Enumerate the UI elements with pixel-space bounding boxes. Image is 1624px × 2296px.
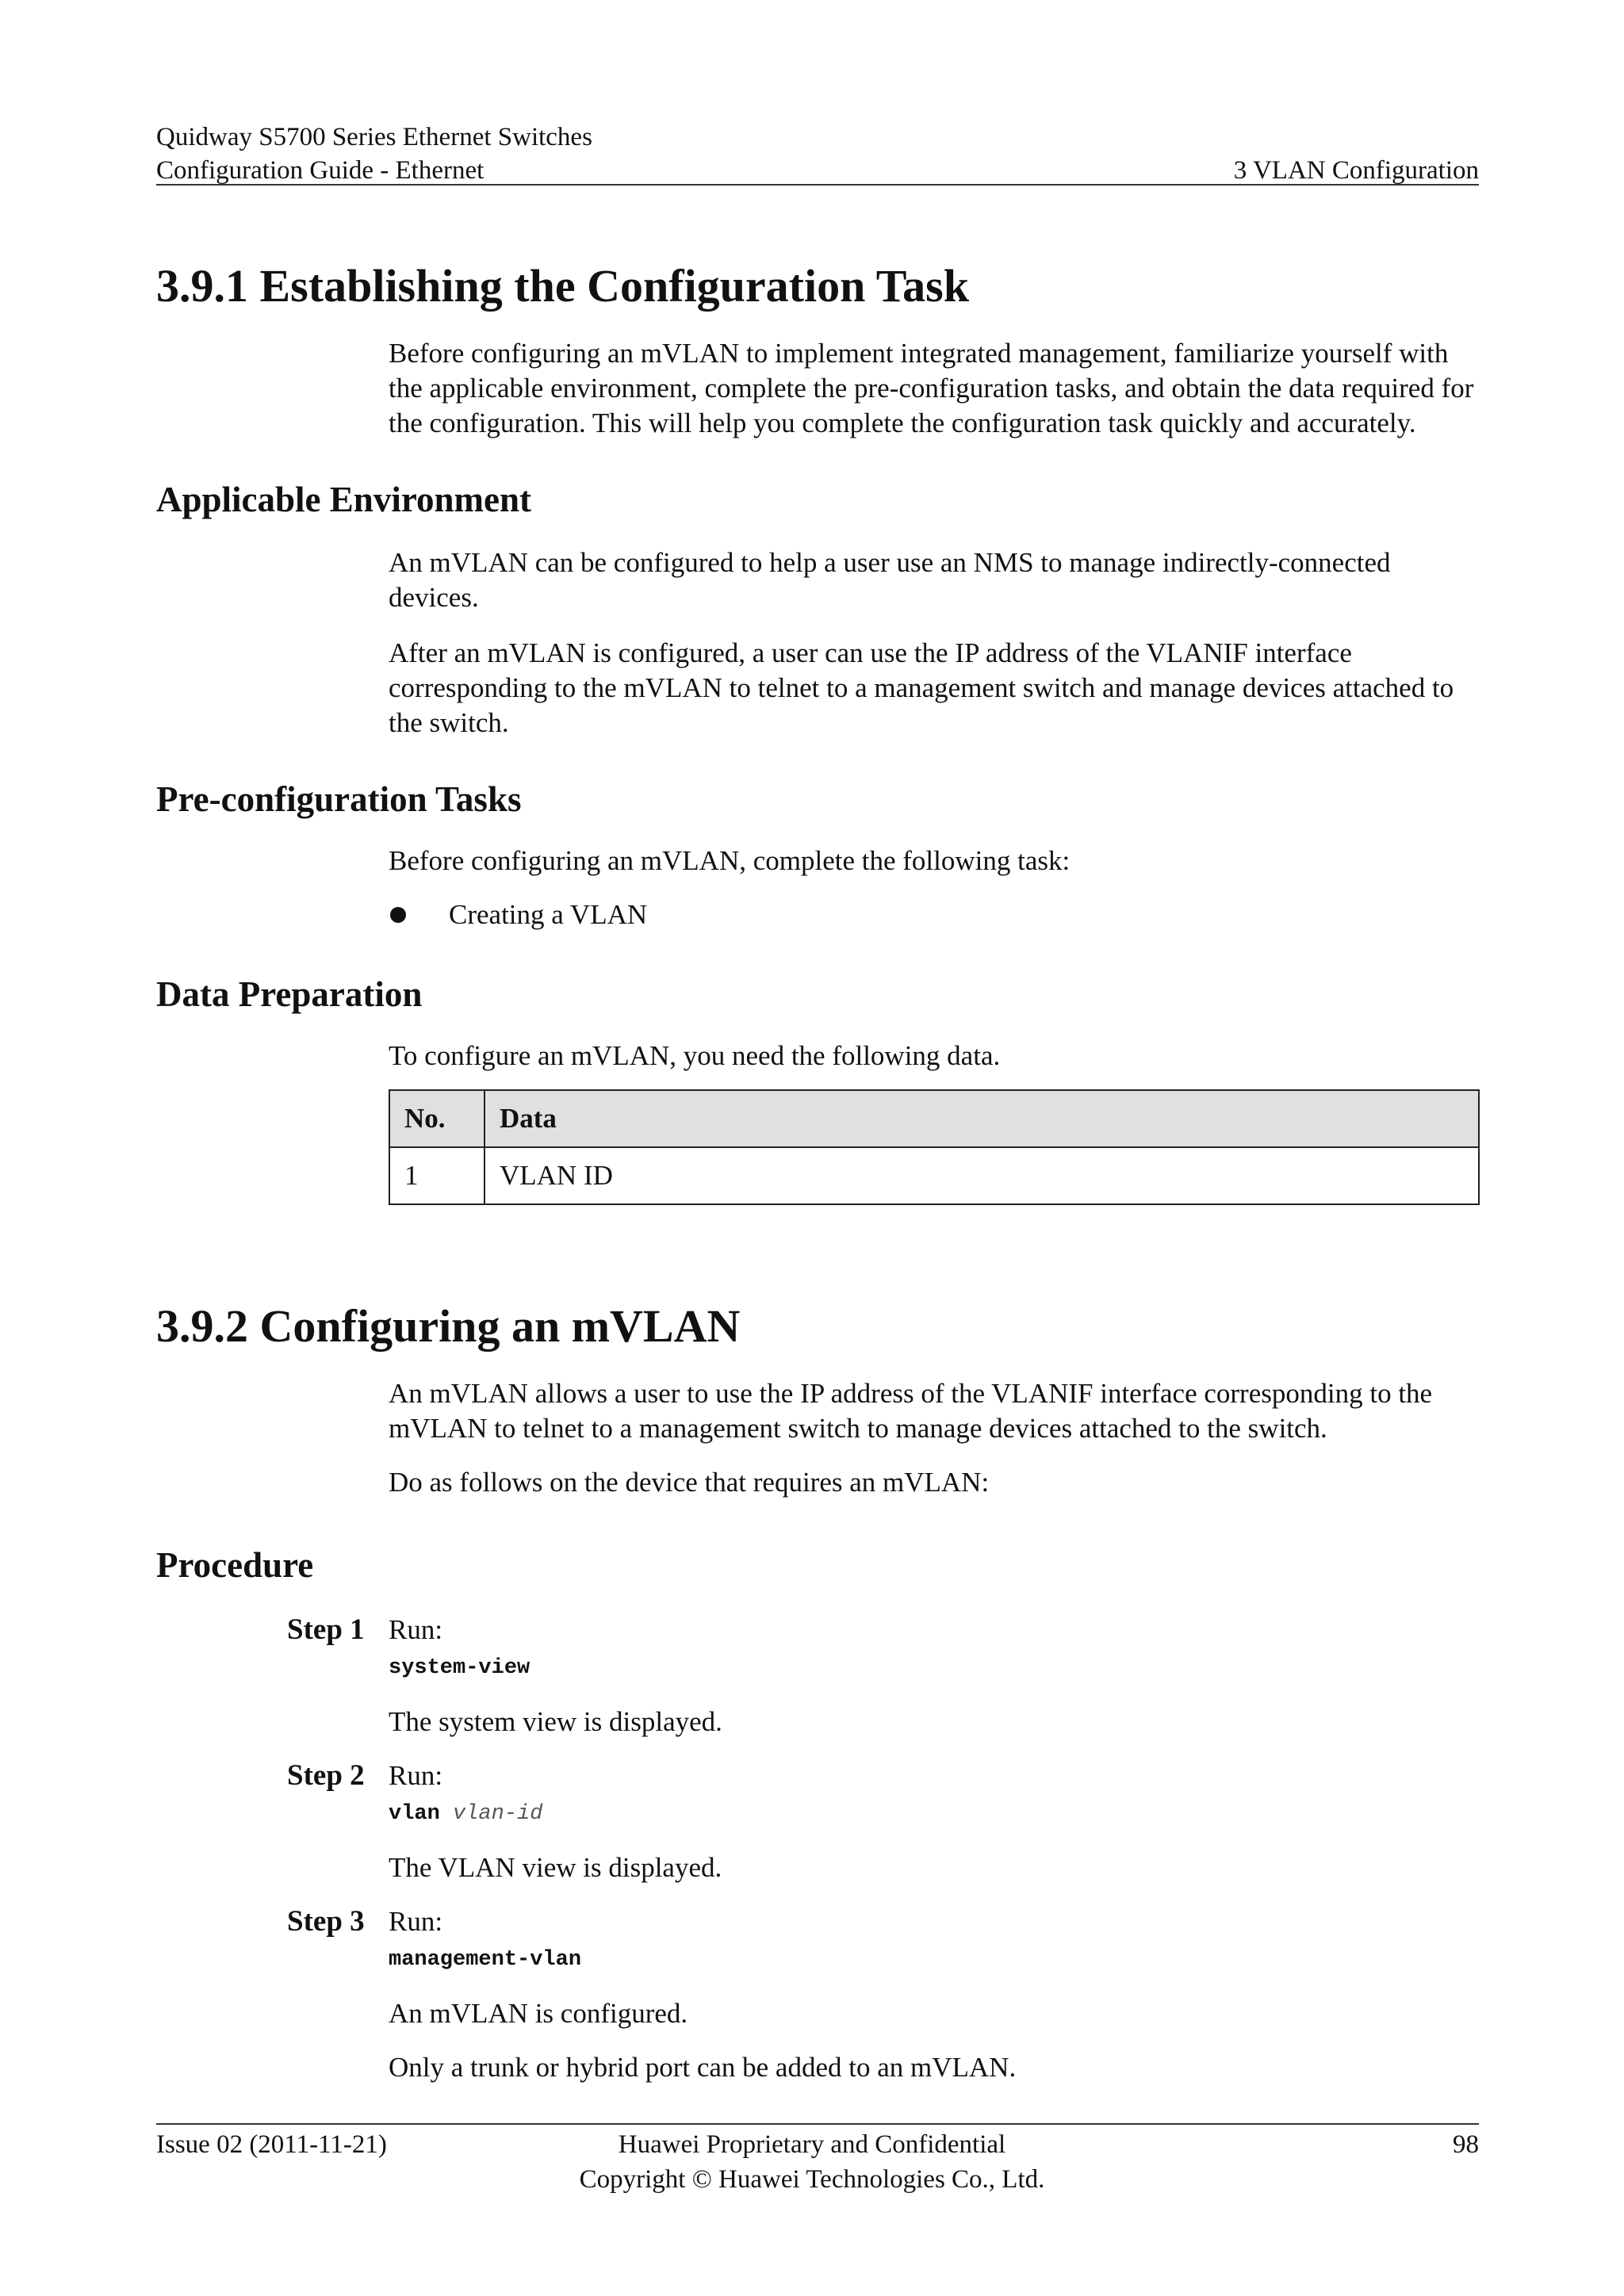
footer-copyright: Copyright © Huawei Technologies Co., Ltd. xyxy=(579,2165,1045,2194)
table-row xyxy=(389,1147,1479,1204)
applicable-environment-p1: An mVLAN can be configured to help a user use an NMS to manage indirectly-connected devices. xyxy=(389,547,1391,613)
step-3-note: Only a trunk or hybrid port can be added to an mVLAN. xyxy=(389,2052,1017,2083)
header-doc-subtitle: Configuration Guide - Ethernet xyxy=(156,156,485,185)
data-table xyxy=(389,1089,1480,1205)
bullet-icon xyxy=(390,907,406,923)
section-392-p1: An mVLAN allows a user to use the IP address of the VLANIF interface corresponding to the mVLAN to telnet to a management switch to manage devices attached to the switch. xyxy=(389,1378,1433,1444)
header-rule xyxy=(156,184,1479,186)
footer-page-number: 98 xyxy=(1453,2130,1479,2159)
step-2-label: Step 2 xyxy=(287,1759,365,1792)
step-1-run: Run: xyxy=(389,1614,443,1645)
step-3-command xyxy=(389,1946,581,1974)
section-392-heading: 3.9.2 Configuring an mVLAN xyxy=(156,1300,741,1352)
table-cell-data: VLAN ID xyxy=(485,1147,1479,1204)
step-2-command-keyword: vlan xyxy=(389,1802,440,1826)
table-header-no: No. xyxy=(389,1090,485,1147)
section-391-intro: Before configuring an mVLAN to implement integrated management, familiarize yourself with the applicable environment, complete the pre-configuration tasks, and obtain the data required for the configuration. This will help you complete the configuration task quickly and accurately. xyxy=(389,338,1474,438)
step-3-result: An mVLAN is configured. xyxy=(389,1998,688,2029)
header-chapter: 3 VLAN Configuration xyxy=(1233,156,1479,185)
footer-rule xyxy=(156,2123,1479,2125)
preconfiguration-heading: Pre-configuration Tasks xyxy=(156,779,522,819)
step-2-run: Run: xyxy=(389,1760,443,1791)
applicable-environment-p2: After an mVLAN is configured, a user can use the IP address of the VLANIF interface corresponding to the mVLAN to telnet to a management switch and manage devices attached to the switch. xyxy=(389,637,1454,738)
table-cell-no: 1 xyxy=(389,1147,485,1204)
table-header-data: Data xyxy=(485,1090,1479,1147)
table-header-row xyxy=(389,1090,1479,1147)
step-1-label: Step 1 xyxy=(287,1613,365,1646)
header-doc-title: Quidway S5700 Series Ethernet Switches xyxy=(156,123,592,151)
step-3-label: Step 3 xyxy=(287,1905,365,1938)
preconfiguration-intro: Before configuring an mVLAN, complete the following task: xyxy=(389,845,1071,876)
step-1-command xyxy=(389,1654,530,1682)
step-1-command-keyword: system-view xyxy=(389,1656,530,1680)
step-2-result: The VLAN view is displayed. xyxy=(389,1852,722,1883)
footer-issue: Issue 02 (2011-11-21) xyxy=(156,2130,387,2159)
applicable-environment-heading: Applicable Environment xyxy=(156,480,531,519)
procedure-heading: Procedure xyxy=(156,1545,314,1585)
preconfiguration-item: Creating a VLAN xyxy=(449,899,648,930)
section-391-heading: 3.9.1 Establishing the Configuration Task xyxy=(156,260,969,312)
footer-confidential: Huawei Proprietary and Confidential xyxy=(618,2130,1006,2159)
step-3-command-keyword: management-vlan xyxy=(389,1948,582,1972)
step-2-command xyxy=(389,1800,542,1828)
step-1-result: The system view is displayed. xyxy=(389,1706,722,1737)
step-2-command-argument: vlan-id xyxy=(453,1802,543,1826)
step-3-run: Run: xyxy=(389,1906,443,1937)
data-preparation-heading: Data Preparation xyxy=(156,974,423,1014)
data-preparation-intro: To configure an mVLAN, you need the following data. xyxy=(389,1040,1001,1071)
section-392-p2: Do as follows on the device that requires an mVLAN: xyxy=(389,1467,990,1498)
